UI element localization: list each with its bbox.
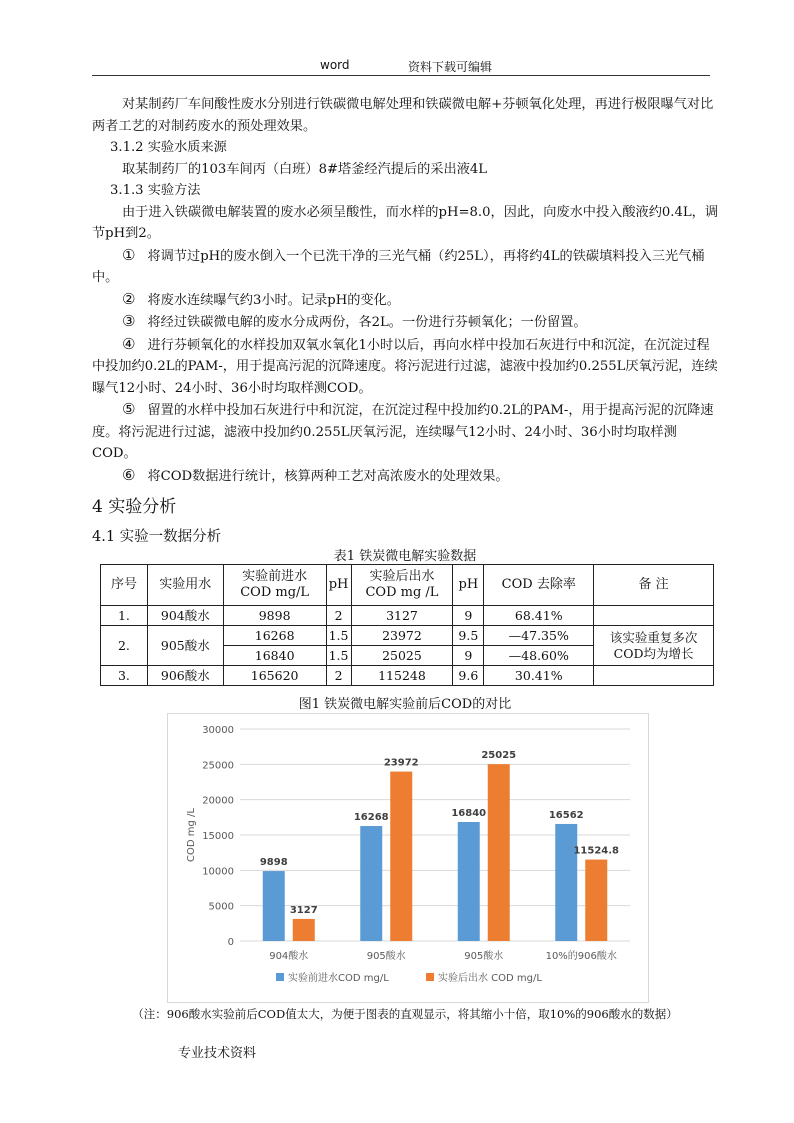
step-number: ⑤ [122, 400, 136, 418]
y-tick-label: 0 [227, 937, 234, 948]
legend-label: 实验后出水 COD mg/L [438, 973, 542, 984]
step-number: ③ [122, 312, 136, 330]
x-tick-label: 10%的906酸水 [545, 951, 617, 962]
bar-before [360, 826, 382, 941]
step-6 [92, 465, 718, 488]
header-cell [351, 565, 453, 606]
figure-note: （注：906酸水实验前后COD值太大，为便于图表的直观显示，将其缩小十倍，取10%的906酸水的数据） [132, 1007, 678, 1021]
intro-paragraph: 对某制药厂车间酸性废水分别进行铁碳微电解处理和铁碳微电解+芬顿氧化处理，再进行极限曝气对比两者工艺的对制药废水的预处理效果。 [92, 97, 714, 134]
step-text: 留置的水样中投加石灰进行中和沉淀，在沉淀过程中投加约0.2L的PAM-，用于提高污泥的沉降速度。将污泥进行过滤，滤液中投加约0.255L厌氧污泥，连续曝气12小时、24小时、36小时均取样测COD。 [92, 403, 714, 461]
header-cell: COD 去除率 [484, 565, 594, 606]
step-2 [92, 289, 718, 312]
table-cell: 3127 [351, 606, 453, 626]
data-table [100, 564, 714, 686]
y-tick-label: 25000 [202, 760, 234, 772]
data-label: 11524.8 [573, 845, 620, 857]
step-text: 将经过铁碳微电解的废水分成两份，各2L。一份进行芬顿氧化；一份留置。 [147, 315, 587, 330]
step-number: ② [122, 289, 136, 308]
legend-swatch [426, 973, 434, 981]
data-label: 16840 [451, 807, 487, 819]
header-cell: 备 注 [594, 565, 714, 606]
page-footer: 专业技术资料 [178, 1046, 257, 1061]
y-axis-label: COD mg /L [186, 808, 197, 862]
y-tick-label: 5000 [208, 901, 234, 913]
table-cell [594, 606, 714, 626]
table-cell: —47.35% [484, 626, 594, 646]
table-cell: 165620 [223, 666, 326, 686]
table-note-cell: 该实验重复多次COD均为增长 [594, 626, 714, 666]
bar-after [390, 772, 412, 941]
step-number: ④ [122, 334, 136, 353]
table-row [101, 606, 714, 626]
section-4-1-heading: 4.1 实验一数据分析 [92, 528, 222, 545]
section-3-1-3-heading: 3.1.3 实验方法 [110, 183, 201, 198]
table-cell: 906酸水 [147, 666, 223, 686]
table-cell: 2 [326, 606, 351, 626]
bar-after [585, 860, 607, 941]
bar-after [488, 764, 510, 941]
table-cell: 2. [101, 626, 148, 666]
y-tick-label: 10000 [202, 866, 234, 878]
table-cell: 9 [453, 646, 484, 666]
step-1 [92, 245, 718, 289]
table-cell: 1.5 [326, 646, 351, 666]
table-cell: 1. [101, 606, 148, 626]
data-label: 3127 [289, 904, 318, 916]
section-3-1-3-text: 由于进入铁碳微电解装置的废水必须呈酸性，而水样的pH=8.0，因此，向废水中投入酸液约0.4L，调节pH到2。 [92, 204, 719, 241]
data-label: 16268 [353, 812, 389, 824]
table-cell: 115248 [351, 666, 453, 686]
section-3-1-2-heading: 3.1.2 实验水质来源 [110, 140, 227, 155]
step-5 [92, 399, 718, 465]
table-cell: 9.6 [453, 666, 484, 686]
step-text: 将COD数据进行统计，核算两种工艺对高浓废水的处理效果。 [147, 468, 509, 484]
header-line: COD mg /L [365, 585, 439, 600]
figure-caption: 图1 铁炭微电解实验前后COD的对比 [298, 697, 512, 712]
step-text: 将废水连续曝气约3小时。记录pH的变化。 [147, 292, 400, 308]
table-cell: 68.41% [484, 606, 594, 626]
table-row [101, 626, 714, 646]
data-label: 23972 [383, 757, 419, 769]
header-cell: pH [453, 565, 484, 606]
bar-before [458, 822, 480, 941]
step-text: 将调节过pH的废水倒入一个已洗干净的三光气桶（约25L），再将约4L的铁碳填料投入三光气桶中。 [92, 248, 705, 285]
header-line: 实验前进水 [242, 569, 308, 584]
table-cell: 30.41% [484, 666, 594, 686]
step-number: ⑥ [122, 465, 136, 484]
data-label: 16562 [548, 809, 584, 821]
table-cell: 9.5 [453, 626, 484, 646]
table-cell [594, 666, 714, 686]
legend-label: 实验前进水COD mg/L [288, 973, 389, 984]
header-cell [223, 565, 326, 606]
section-3-1-2-text: 取某制药厂的103车间丙（白班）8#塔釜经汽提后的采出液4L [122, 161, 488, 177]
table-cell: 25025 [351, 646, 453, 666]
table-row [101, 666, 714, 686]
table-cell: 1.5 [326, 626, 351, 646]
table-cell: 2 [326, 666, 351, 686]
header-word: word [320, 58, 350, 72]
bar-chart [167, 713, 649, 1003]
table-cell: 905酸水 [147, 626, 223, 666]
x-tick-label: 905酸水 [464, 951, 504, 962]
x-tick-label: 905酸水 [366, 951, 406, 962]
y-tick-label: 20000 [202, 795, 234, 807]
table-cell: 23972 [351, 626, 453, 646]
legend-swatch [276, 973, 284, 981]
step-number: ① [122, 245, 136, 264]
table-cell: 9898 [223, 606, 326, 626]
table-cell: 3. [101, 666, 148, 686]
page-header [92, 57, 710, 76]
table-cell: 904酸水 [147, 606, 223, 626]
section-4-heading: 4 实验分析 [92, 497, 177, 517]
table-cell: 16268 [223, 626, 326, 646]
step-4 [92, 334, 718, 400]
chart-svg [168, 714, 648, 1002]
bar-before [263, 871, 285, 941]
data-label: 9898 [259, 857, 288, 869]
y-tick-label: 15000 [202, 831, 234, 842]
step-text: 进行芬顿氧化的水样投加双氧水氧化1小时以后，再向水样中投加石灰进行中和沉淀，在沉淀过程中投加约0.2L的PAM-，用于提高污泥的沉降速度。将污泥进行过滤，滤液中投加约0.255L厌氧污泥，连续曝气12小时、24小时、36小时均取样测COD。 [92, 337, 718, 396]
header-cell: pH [326, 565, 351, 606]
header-line: COD mg/L [240, 585, 310, 600]
table-cell: 16840 [223, 646, 326, 666]
header-cell: 序号 [101, 565, 148, 606]
table-caption: 表1 铁炭微电解实验数据 [333, 549, 477, 564]
document-body [92, 94, 718, 548]
header-cell: 实验用水 [147, 565, 223, 606]
bar-after [293, 919, 315, 941]
header-title: 资料下载可编辑 [408, 60, 493, 74]
y-tick-label: 30000 [202, 725, 234, 736]
step-3 [92, 311, 718, 334]
table-cell: —48.60% [484, 646, 594, 666]
header-line: 实验后出水 [369, 569, 435, 584]
bar-before [555, 824, 577, 941]
table-cell: 9 [453, 606, 484, 626]
data-label: 25025 [481, 750, 517, 762]
table-header-row [101, 565, 714, 606]
x-tick-label: 904酸水 [269, 951, 309, 962]
